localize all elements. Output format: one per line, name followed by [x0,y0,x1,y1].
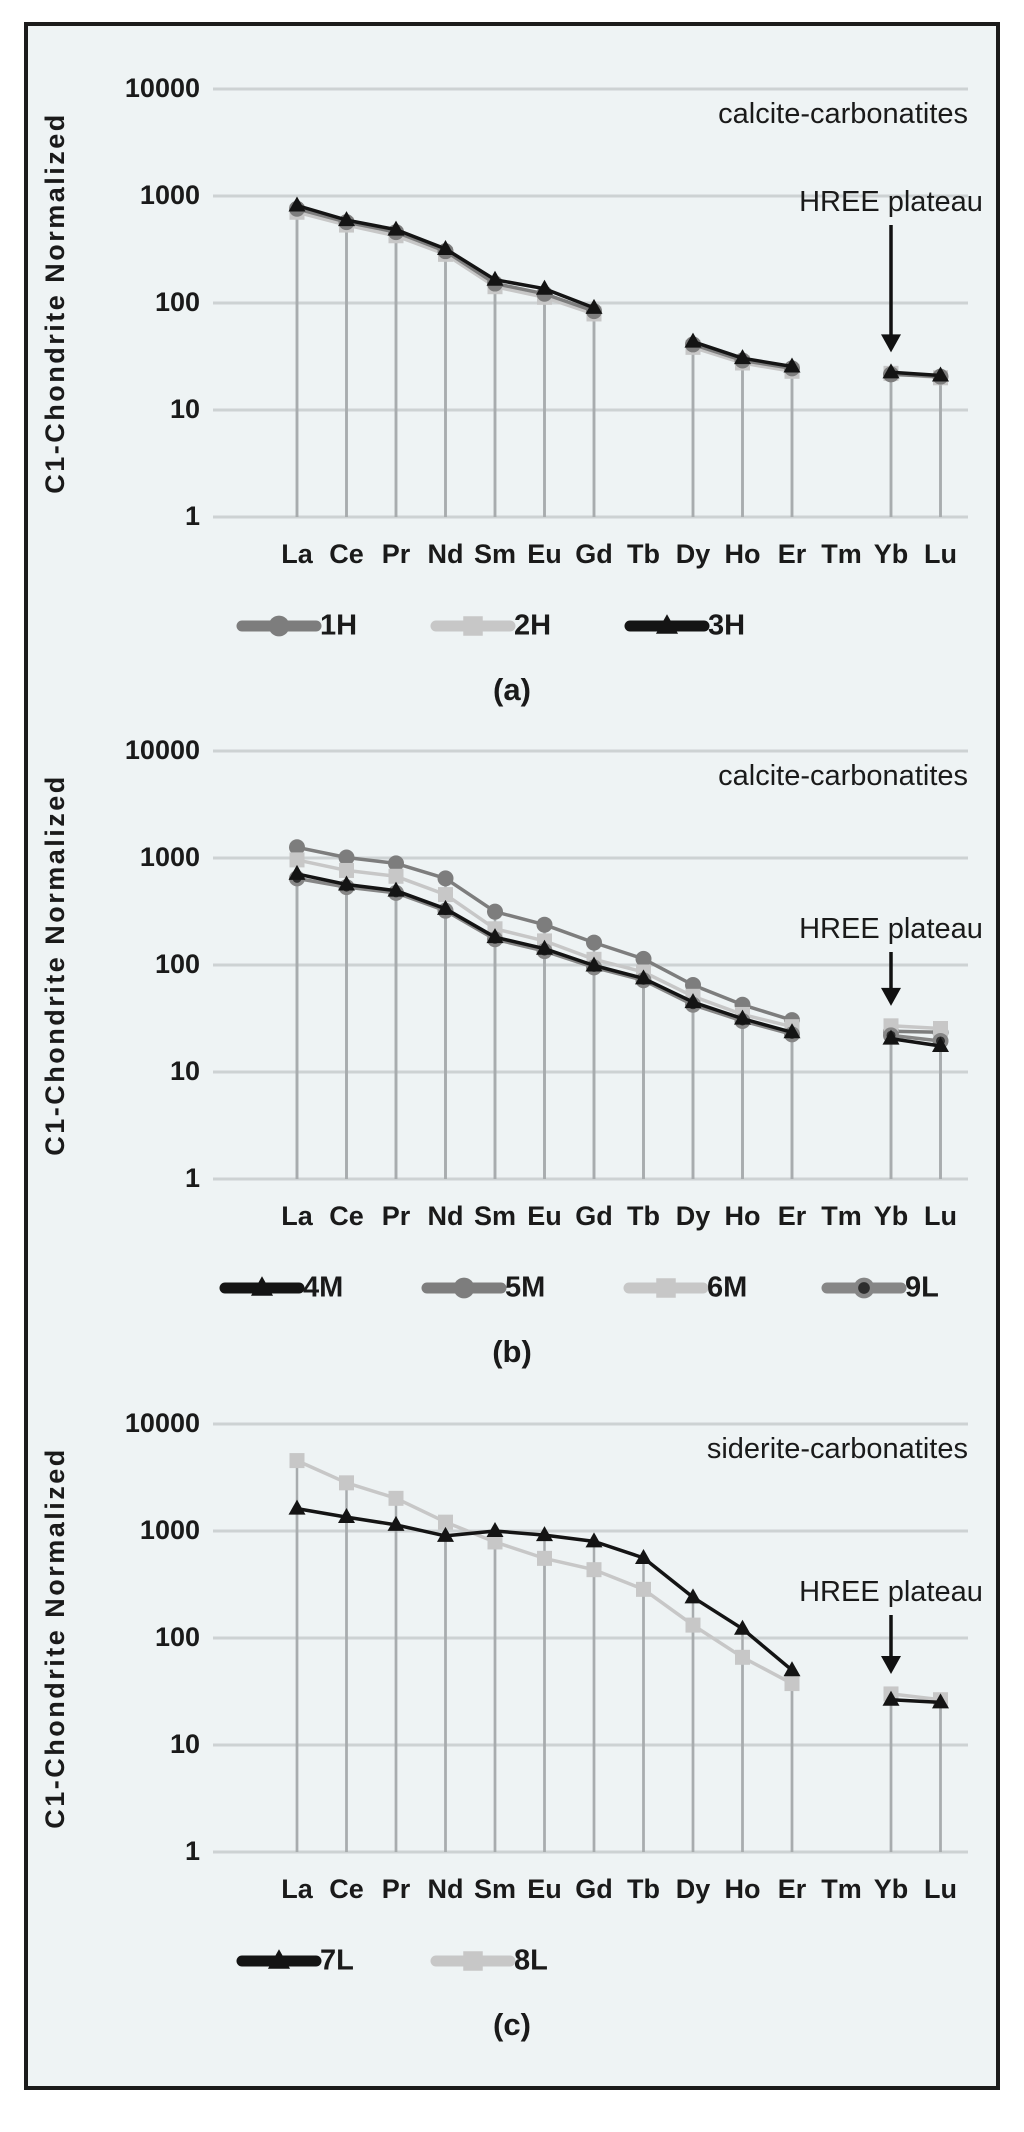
x-label-Lu: Lu [924,1874,957,1904]
panel-letter: (b) [492,1334,532,1369]
panel-a [28,26,996,726]
legend-item-5M [427,1272,545,1304]
legend-label-2H: 2H [514,609,552,642]
x-label-Sm: Sm [473,1874,517,1904]
hree-plateau-label: HREE plateau [799,913,983,945]
x-label-Gd: Gd [575,1874,613,1904]
marker-5M-Eu [537,917,553,933]
legend-marker-9L [854,1278,875,1299]
y-tick-label: 10000 [124,73,200,104]
x-label-Eu: Eu [527,1201,562,1231]
marker-6M-Pr [389,869,404,884]
x-label-La: La [281,1874,313,1904]
x-label-Nd: Nd [427,1874,464,1904]
marker-8L-Dy [686,1618,701,1633]
x-label-Lu: Lu [924,539,957,569]
y-tick-label: 10 [169,394,200,425]
y-tick-label: 100 [154,287,200,318]
marker-5M-Nd [438,870,454,886]
panel-b [28,688,996,1388]
x-label-Tm: Tm [821,1201,862,1231]
hree-plateau-arrow [881,1615,901,1674]
x-label-Ce: Ce [329,1874,364,1904]
hree-plateau-arrow [881,952,901,1006]
x-label-Nd: Nd [427,1201,464,1231]
legend-marker-5M [454,1278,475,1299]
y-tick-label: 1000 [139,180,200,211]
figure-frame [24,22,1000,2090]
x-label-Ho: Ho [724,539,761,569]
marker-8L-Er [785,1676,800,1691]
marker-8L-Pr [389,1491,404,1506]
x-label-La: La [281,1201,313,1231]
x-label-Nd: Nd [427,539,464,569]
marker-8L-Ce [339,1475,354,1490]
x-label-Yb: Yb [873,539,909,569]
y-tick-label: 10 [169,1056,200,1087]
marker-5M-Sm [487,904,503,920]
panel-c [28,1361,996,2061]
hree-plateau-label: HREE plateau [799,186,983,218]
legend-item-1H [242,610,357,642]
y-tick-label: 10 [169,1729,200,1760]
legend-label-5M: 5M [505,1271,546,1304]
x-label-Ho: Ho [724,1874,761,1904]
x-label-Yb: Yb [873,1201,909,1231]
x-label-Gd: Gd [575,539,613,569]
x-label-Pr: Pr [381,1201,411,1231]
x-label-Tm: Tm [821,1874,862,1904]
legend-marker-6M [656,1278,676,1298]
marker-8L-La [290,1453,305,1468]
marker-7L-La [289,1500,306,1515]
legend-item-4M [225,1272,343,1304]
x-label-Yb: Yb [873,1874,909,1904]
legend-label-3H: 3H [708,609,746,642]
hree-plateau-label: HREE plateau [799,1576,983,1608]
x-label-Dy: Dy [675,1201,711,1231]
y-tick-label: 10000 [124,1408,200,1439]
chart-b [28,688,996,1388]
legend-label-6M: 6M [707,1271,748,1304]
x-label-Ho: Ho [724,1201,761,1231]
x-label-Er: Er [777,1201,807,1231]
y-axis-label: C1-Chondrite Normalized [40,112,70,494]
x-label-Ce: Ce [329,1201,364,1231]
panel-letter: (c) [493,2007,531,2042]
x-label-Sm: Sm [473,1201,517,1231]
y-tick-label: 100 [154,949,200,980]
panel-title: calcite-carbonatites [718,98,968,130]
x-label-Lu: Lu [924,1201,957,1231]
hree-plateau-arrow [881,225,901,352]
x-label-Ce: Ce [329,539,364,569]
panel-title: calcite-carbonatites [718,760,968,792]
marker-8L-Tb [636,1582,651,1597]
x-label-La: La [281,539,313,569]
legend-marker-1H [269,616,290,637]
marker-8L-Ho [735,1650,750,1665]
legend-item-8L [436,1945,548,1977]
x-label-Tb: Tb [627,1201,660,1231]
legend-item-6M [629,1272,747,1304]
legend-item-7L [242,1945,354,1977]
legend-label-1H: 1H [320,609,358,642]
y-axis-label: C1-Chondrite Normalized [40,774,70,1156]
legend-marker-2H [463,616,483,636]
x-label-Dy: Dy [675,539,711,569]
y-tick-label: 1000 [139,842,200,873]
x-label-Er: Er [777,539,807,569]
marker-8L-Eu [537,1551,552,1566]
x-label-Eu: Eu [527,539,562,569]
chart-c [28,1361,996,2061]
x-label-Dy: Dy [675,1874,711,1904]
y-axis-label: C1-Chondrite Normalized [40,1447,70,1829]
marker-8L-Gd [587,1562,602,1577]
legend-marker-8L [463,1951,483,1971]
legend-item-2H [436,610,551,642]
y-tick-label: 1000 [139,1515,200,1546]
y-tick-label: 1 [184,501,200,532]
legend-label-4M: 4M [303,1271,344,1304]
legend-label-8L: 8L [514,1944,548,1977]
y-tick-label: 1 [184,1836,200,1867]
x-label-Sm: Sm [473,539,517,569]
marker-7L-Ho [734,1620,751,1635]
legend-item-9L [827,1272,939,1304]
x-label-Tm: Tm [821,539,862,569]
series-line-9L [297,878,941,1041]
chart-a [28,26,996,726]
x-label-Er: Er [777,1874,807,1904]
legend-item-3H [630,610,745,642]
y-tick-label: 100 [154,1622,200,1653]
marker-5M-Gd [586,935,602,951]
legend-label-7L: 7L [320,1944,354,1977]
x-label-Tb: Tb [627,539,660,569]
x-label-Eu: Eu [527,1874,562,1904]
x-label-Gd: Gd [575,1201,613,1231]
legend-label-9L: 9L [905,1271,939,1304]
panel-title: siderite-carbonatites [706,1433,968,1465]
x-label-Pr: Pr [381,1874,411,1904]
y-tick-label: 1 [184,1163,200,1194]
x-label-Tb: Tb [627,1874,660,1904]
y-tick-label: 10000 [124,735,200,766]
panel-letter: (a) [493,672,531,707]
x-label-Pr: Pr [381,539,411,569]
